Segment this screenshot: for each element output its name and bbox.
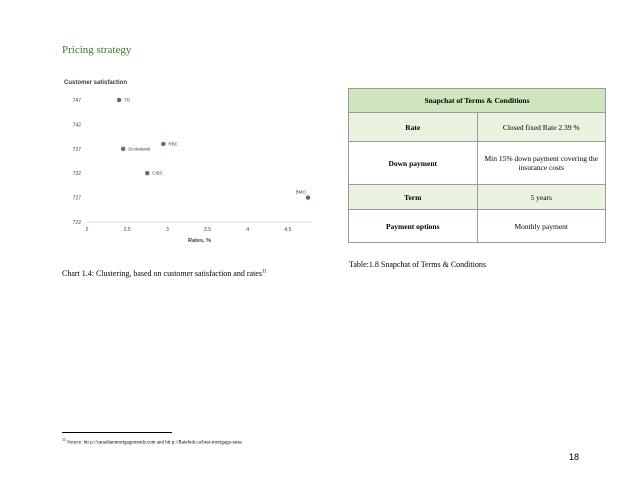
data-point: [306, 195, 310, 199]
x-tick-label: 3: [165, 227, 169, 233]
chart-caption-text: Chart 1.4: Clustering, based on customer satisfaction and rates: [62, 269, 262, 278]
x-tick-label: 3.5: [204, 227, 212, 233]
data-point: [161, 142, 165, 146]
table-row-value: Min 15% down payment covering the insurance costs: [477, 142, 606, 185]
x-tick-label: 2: [85, 227, 89, 233]
footnote: [62, 437, 242, 446]
footnote-text: Source: htt p://canadianmortgagetrends.com and htt p://Ratehub.ca/best-mortgage-rates: [65, 440, 242, 446]
scatter-chart: [60, 76, 322, 252]
data-point-label: TD: [124, 97, 131, 103]
table-caption: Table:1.8 Snapchat of Terms & Conditions: [349, 260, 486, 269]
y-tick-label: 732: [72, 171, 81, 178]
table-row: [349, 185, 606, 210]
terms-table-title: Snapchat of Terms & Conditions: [349, 89, 606, 113]
table-row-value: 5 years: [477, 185, 606, 210]
chart-marks: [64, 80, 312, 244]
table-row-label: Rate: [349, 113, 478, 142]
table-row: [349, 142, 606, 185]
chart-title: Customer satisfaction: [64, 80, 128, 86]
table-row-label: Down payment: [349, 142, 478, 185]
x-axis-label: Rates, %: [188, 238, 211, 244]
y-tick-label: 737: [72, 146, 81, 153]
data-point: [117, 98, 121, 102]
data-point-label: BMO: [295, 189, 306, 195]
chart-caption-footnote-ref: 11: [261, 269, 267, 275]
x-tick-label: 2.5: [123, 227, 131, 233]
footnote-ref: 11: [62, 437, 66, 442]
data-point-label: RBC: [168, 141, 178, 147]
y-tick-label: 727: [72, 195, 81, 202]
page-number: 18: [569, 452, 580, 462]
y-tick-label: 742: [72, 122, 81, 129]
data-point-label: CIBC: [152, 170, 164, 176]
table-row-value: Closed fixed Rate 2.39 %: [477, 113, 606, 142]
x-tick-label: 4: [246, 227, 250, 233]
data-point: [145, 171, 149, 175]
data-point: [121, 147, 125, 151]
data-point-label: Scotiabank: [128, 146, 151, 152]
terms-table: [348, 88, 606, 243]
table-row-value: Monthly payment: [477, 210, 606, 243]
y-tick-label: 722: [72, 220, 81, 226]
table-row: [349, 113, 606, 142]
section-heading: Pricing strategy: [62, 44, 132, 56]
chart-caption: [62, 269, 267, 278]
table-row: [349, 210, 606, 243]
x-tick-label: 4.5: [284, 227, 292, 233]
footnote-divider: [62, 432, 172, 433]
y-tick-label: 747: [72, 98, 81, 104]
table-row-label: Payment options: [349, 210, 478, 243]
table-row-label: Term: [349, 185, 478, 210]
